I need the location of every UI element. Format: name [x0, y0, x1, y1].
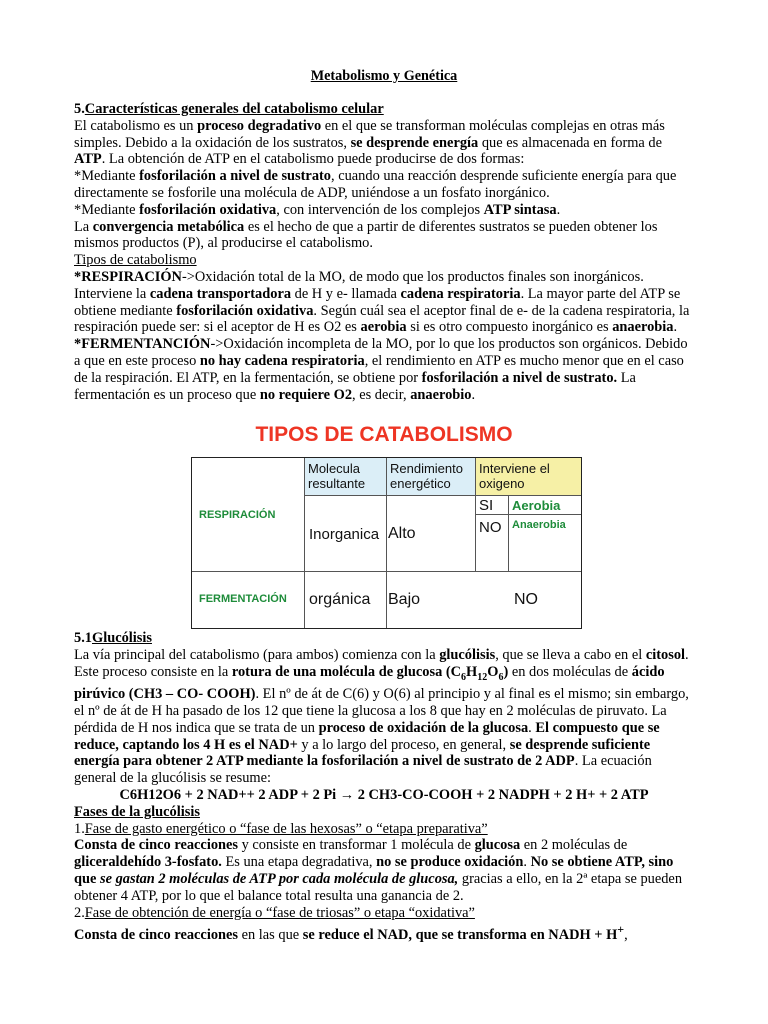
section-5-1 [74, 630, 694, 944]
fase-1-text: Consta de cinco reacciones y consiste en transformar 1 molécula de glucosa en 2 moléculas de gliceraldehído 3-fosfato. Es una etapa degradativa, no se produce oxidación. No se obtiene ATP, sino que se gastan 2 moléculas de ATP por cada molécula de glucosa, gracias a ello, en la 2ª etapa se pueden obtener 4 ATP, por lo que el balance total resulta una ganancia de 2. [74, 837, 683, 904]
fase-2-text: Consta de cinco reacciones en las que se reduce el NAD, que se transforma en NADH + H+, [74, 922, 628, 944]
header-molecula: Molecula resultante [304, 458, 386, 495]
cell-organica: orgánica [309, 591, 371, 608]
fase-2-heading: 2.Fase de obtención de energía o “fase de triosas” o etapa “oxidativa” [74, 904, 475, 921]
header-rendimiento: Rendimiento energético [386, 458, 475, 495]
section-5-heading [74, 101, 694, 118]
tipos-heading: Tipos de catabolismo [74, 252, 197, 269]
paragraph-fermentacion: *FERMENTANCIÓN->Oxidación incompleta de la MO, por lo que los productos son orgánicos. Debido a que en este proceso no hay cadena respiratoria, el rendimiento en ATP es mucho menor que en el caso de la respiración. El ATP, en la fermentación, se obtiene por fosforilación a nivel de sustrato. La fermentación es un proceso que no requiere O2, es decir, anaerobio. [74, 336, 688, 403]
paragraph-convergencia: La convergencia metabólica es el hecho de que a partir de diferentes sustratos se pueden obtener los mismos productos (P), al producirse el catabolismo. [74, 218, 658, 252]
header-oxigeno: Interviene el oxigeno [475, 458, 581, 495]
document-title: Metabolismo y Genética [310, 68, 458, 84]
table-divider [386, 458, 387, 628]
table-divider [475, 514, 581, 515]
paragraph-glucolisis: La vía principal del catabolismo (para ambos) comienza con la glucólisis, que se lleva a cabo en el citosol. Este proceso consiste en la rotura de una molécula de glucosa $(C_6H_{12}O_6)$ en dos moléculas de ácido pirúvico (CH3 – CO- COOH). El nº de át de C(6) y O(6) al principio y al final es el mismo; sin embargo, el nº de át de H ha pasado de los 12 que tiene la glucosa a los 8 que hay en 2 moléculas de piruvato. La pérdida de H nos indica que se trata de un proceso de oxidación de la glucosa. El compuesto que se reduce, captando los 4 H es el NAD+ y a lo largo del proceso, en general, se desprende suficiente energía para obtener 2 ATP mediante la fosforilación a nivel de sustrato de 2 ADP. La ecuación general de la glucólisis se resume: [74, 646, 689, 787]
section-5-1-heading: 5.1Glucólisis [74, 630, 152, 646]
row-label-fermentacion: FERMENTACIÓN [199, 593, 287, 605]
table-divider [304, 458, 305, 628]
bullet-fosforilacion-oxidativa: *Mediante fosforilación oxidativa, con intervención de los complejos ATP sintasa. [74, 201, 561, 218]
section-number: 5. [74, 101, 85, 117]
bullet-fosforilacion-sustrato: *Mediante fosforilación a nivel de sustrato, cuando una reacción desprende suficiente energía para que directamente se fosforile una molécula de ADP, uniéndose a un fosfato inorgánico. [74, 168, 677, 201]
section-heading-text: Características generales del catabolismo celular [84, 101, 384, 117]
glucolisis-equation: C6H12O6 + 2 NAD++ 2 ADP + 2 Pi → 2 CH3-CO-COOH + 2 NADPH + 2 H+ + 2 ATP [119, 787, 649, 804]
figure-title: TIPOS DE CATABOLISMO [255, 423, 513, 446]
cell-bajo: Bajo [388, 591, 421, 608]
cell-no-anaerobia: NO [479, 519, 502, 536]
table-divider [192, 571, 581, 572]
cell-alto: Alto [388, 525, 416, 542]
paragraph-respiracion: *RESPIRACIÓN->Oxidación total de la MO, de modo que los productos finales son inorgánicos. Interviene la cadena transportadora de H y e- llamada cadena respiratoria. La mayor parte del ATP se obtiene mediante fosforilación oxidativa. Según cuál sea el aceptor final de e- de la cadena respiratoria, la respiración puede ser: si el aceptor de H es O2 es aerobia si es otro compuesto inorgánico es anaerobia. [74, 268, 690, 336]
section-heading-text: Glucólisis [92, 630, 152, 646]
catabolism-table [191, 457, 582, 629]
cell-si: SI [479, 497, 494, 514]
cell-no-oxigeno: NO [514, 591, 538, 608]
row-label-respiracion: RESPIRACIÓN [199, 509, 276, 521]
fases-heading: Fases de la glucólisis [74, 803, 200, 820]
table-divider [508, 495, 509, 571]
cell-anaerobia: Anaerobia [512, 519, 566, 531]
cell-aerobia: Aerobia [512, 498, 561, 513]
paragraph-catabolismo: El catabolismo es un proceso degradativo en el que se transforman moléculas complejas en otras más simples. Debido a la oxidación de los sustratos, se desprende energía que es almacenada en forma de ATP. La obtención de ATP en el catabolismo puede producirse de dos formas: [74, 117, 665, 168]
section-5 [74, 101, 694, 403]
table-divider [304, 495, 581, 496]
fase-1-heading: 1.Fase de gasto energético o “fase de las hexosas” o “etapa preparativa” [74, 820, 488, 837]
cell-inorganica: Inorganica [309, 526, 380, 543]
